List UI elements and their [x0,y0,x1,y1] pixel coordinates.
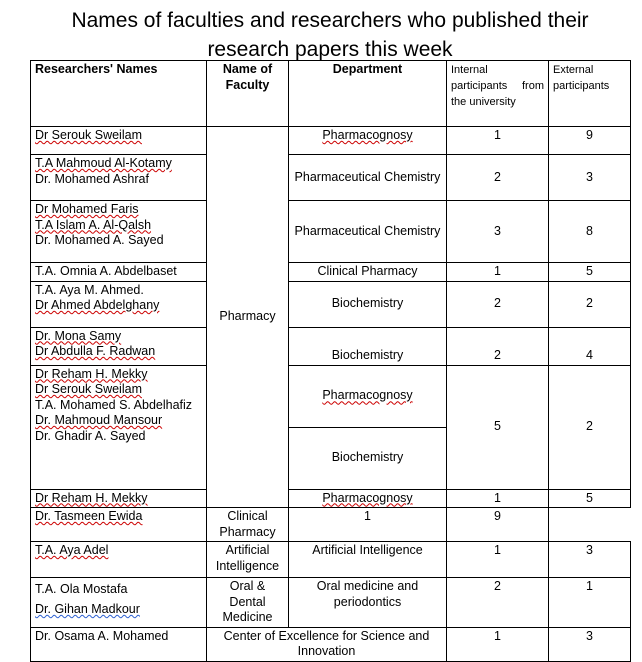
department-cell: Pharmacognosy [322,128,413,142]
external-count: 3 [549,542,631,578]
department-cell: Biochemistry [289,427,447,489]
researcher-names [31,155,207,201]
researcher-names [31,578,207,628]
external-count: 8 [549,201,631,263]
researcher-names [31,201,207,263]
researcher-name: T.A. Omnia A. Abdelbaset [35,264,177,278]
researcher-name: Dr Abdulla F. Radwan [35,344,156,358]
faculty-department-cell: Center of Excellence for Science and Innovation [207,627,447,661]
researcher-name: Dr Reham H. Mekky [35,490,148,505]
department-cell: Biochemistry [289,327,447,365]
title-line-2: research papers this week [207,38,453,61]
researcher-name: Dr Mohamed Faris [35,202,139,216]
researcher-name: T.A. Ola Mostafa [35,582,128,596]
table-row [31,327,631,365]
internal-count: 3 [447,201,549,263]
researcher-name: T.A. Mohamed S. Abdelhafiz [35,397,193,412]
internal-count: 1 [447,489,549,508]
header-row [31,61,631,127]
internal-count: 2 [447,327,549,365]
internal-count: 5 [447,365,549,489]
faculty-cell: Artificial Intelligence [207,542,289,578]
table-row [31,155,631,201]
researcher-name: Dr Ahmed Abdelghany [35,298,160,312]
researcher-name: T.A Mahmoud Al-Kotamy [35,156,172,170]
header-external: External participants [549,61,631,127]
table-row [31,578,631,628]
researcher-name: T.A. Aya M. Ahmed. [35,282,144,297]
table-row [31,365,631,427]
internal-count: 1 [447,627,549,661]
department-cell: Pharmaceutical Chemistry [289,155,447,201]
department-cell: Artificial Intelligence [289,542,447,578]
internal-count: 2 [447,155,549,201]
department-cell: Oral medicine and periodontics [289,578,447,628]
external-count: 3 [549,155,631,201]
researcher-names [31,508,207,542]
researcher-name: Dr. Gihan Madkour [35,602,140,616]
researcher-name: Dr. Mahmoud Mansour [35,413,163,427]
external-count: 4 [549,327,631,365]
header-researchers: Researchers' Names [31,61,207,127]
header-internal: Internal participants from the university [447,61,549,127]
researcher-names [31,365,207,489]
faculty-cell: Oral & Dental Medicine [207,578,289,628]
department-cell: Clinical Pharmacy [207,508,289,542]
researcher-name: Dr. Osama A. Mohamed [35,628,169,643]
department-cell: Clinical Pharmacy [289,263,447,282]
researcher-name: Dr Serouk Sweilam [35,128,142,142]
internal-count: 1 [289,508,447,542]
internal-count: 2 [447,281,549,327]
department-cell: Biochemistry [289,281,447,327]
researcher-names [31,281,207,327]
researcher-name: T.A Islam A. Al-Qalsh [35,217,152,232]
researcher-name: T.A. Aya Adel [35,543,109,557]
header-department: Department [289,61,447,127]
external-count: 5 [549,489,631,508]
researcher-names [31,627,207,661]
researcher-names [31,327,207,365]
table-row [31,489,631,508]
table-row [31,263,631,282]
table-row [31,127,631,155]
researcher-names [31,263,207,282]
external-count: 2 [549,281,631,327]
page-title [30,6,630,64]
external-count: 3 [549,627,631,661]
internal-count: 1 [447,542,549,578]
researcher-names [31,489,207,508]
external-count: 5 [549,263,631,282]
researcher-name: Dr. Mohamed Ashraf [35,171,149,186]
department-cell: Pharmacognosy [322,490,413,505]
table-row [31,281,631,327]
researcher-name: Dr Serouk Sweilam [35,382,142,396]
external-count: 2 [549,365,631,489]
table-row [31,542,631,578]
researcher-name: Dr. Mona Samy [35,328,122,343]
researchers-table [30,60,631,662]
researcher-names [31,542,207,578]
internal-count: 1 [447,127,549,155]
internal-count: 2 [447,578,549,628]
researcher-names [31,127,207,155]
researcher-name: Dr. Mohamed A. Sayed [35,233,164,247]
table-row [31,627,631,661]
table-row [31,508,631,542]
researcher-name: Dr Reham H. Mekky [35,366,148,381]
department-cell: Pharmacognosy [322,388,413,403]
table-row [31,201,631,263]
title-line-1: Names of faculties and researchers who published their [71,9,589,32]
header-faculty: Name of Faculty [207,61,289,127]
researcher-name: Dr. Tasmeen Ewida [35,509,143,523]
faculty-cell: Pharmacy [207,127,289,508]
researcher-name: Dr. Ghadir A. Sayed [35,428,146,443]
external-count: 1 [549,578,631,628]
department-cell: Pharmaceutical Chemistry [289,201,447,263]
internal-count: 1 [447,263,549,282]
external-count: 9 [549,127,631,155]
external-count: 9 [447,508,549,542]
